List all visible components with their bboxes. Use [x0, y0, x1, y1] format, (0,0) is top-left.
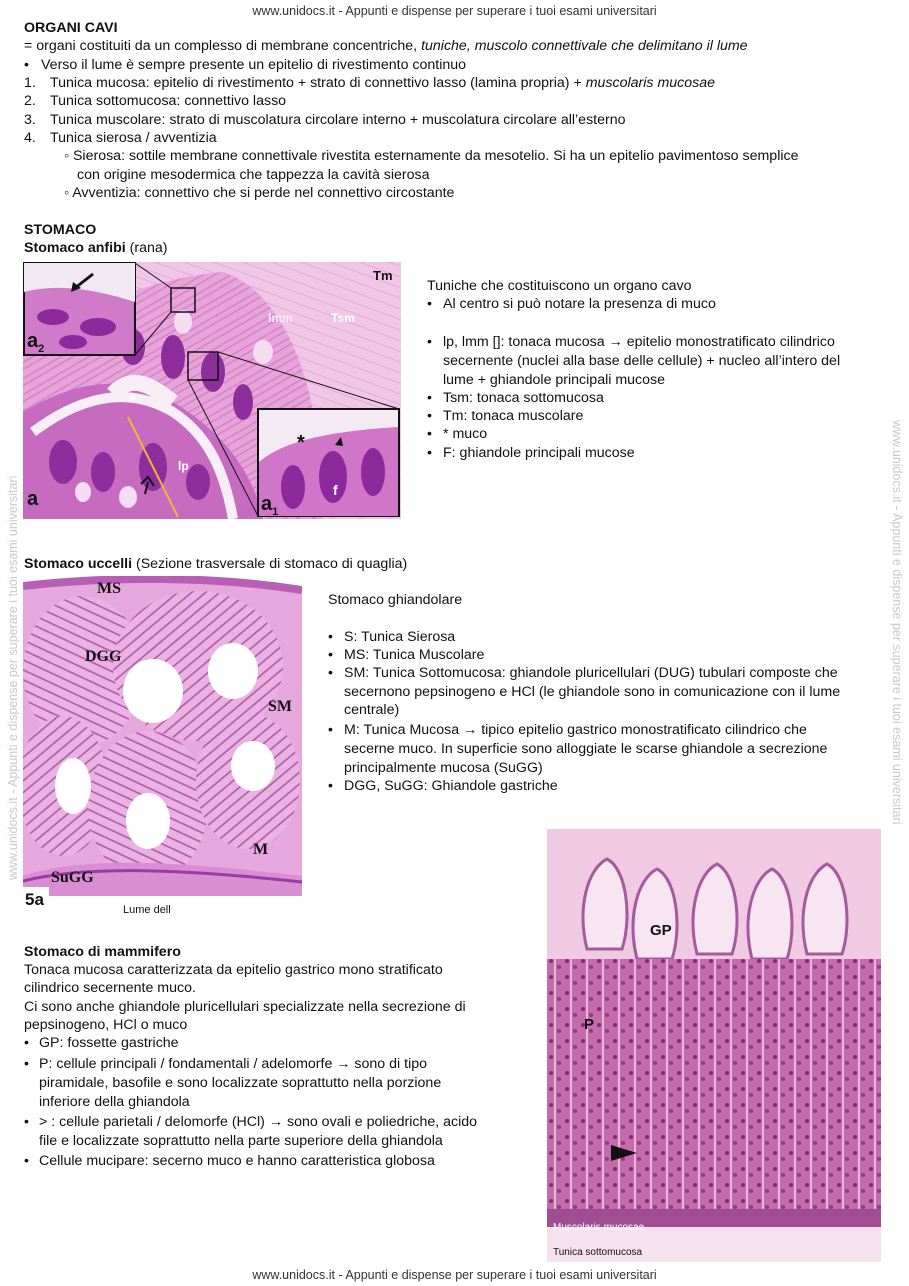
subtitle-anfibi: Stomaco anfibi (rana) [24, 240, 168, 256]
label-a: a [27, 488, 39, 510]
anfibi-item-muco: • Al centro si può notare la presenza di muco [427, 296, 716, 312]
uccelli-item-m-cont2: principalmente mucosa (SuGG) [344, 760, 543, 776]
mammifero-item-parietali: • > : cellule parietali / delomorfe (HCl) → sono ovali e poliedriche, acido [24, 1114, 478, 1130]
list-item-4: 4. Tunica sierosa / avventizia [24, 130, 217, 146]
mammifero-item-p-cont2: inferiore della ghiandola [39, 1094, 190, 1110]
mammifero-item-mucipare: • Cellule mucipare: secerno muco e hanno caratteristica globosa [24, 1153, 435, 1169]
sub-item-sierosa: ◦ Sierosa: sottile membrane connettivale rivestita esternamente da mesotelio. Si ha un epitelio pavimentoso semplice [64, 148, 799, 164]
label-tm: Tm [373, 268, 393, 283]
uccelli-item-dgg: • DGG, SuGG: Ghiandole gastriche [328, 778, 558, 794]
micrograph-quail-stomach [23, 576, 302, 919]
label-f: f [333, 482, 338, 498]
list-item-1: 1. Tunica mucosa: epitelio di rivestimento + strato di connettivo lasso (lamina propria) + muscolaris mucosae [24, 75, 716, 91]
micrograph-mammal-stomach [547, 829, 881, 1262]
uccelli-item-m-cont1: secerne muco. In superficie sono alloggiate le scarse ghiandole a secrezione [344, 741, 828, 757]
micrograph-frog-stomach [23, 262, 401, 519]
mammifero-line-1: Tonaca mucosa caratterizzata da epitelio gastrico mono stratificato [24, 962, 443, 978]
label-lume: Lume dell [123, 904, 171, 916]
uccelli-intro: Stomaco ghiandolare [328, 592, 463, 608]
subtitle-uccelli: Stomaco uccelli (Sezione trasversale di stomaco di quaglia) [24, 556, 408, 572]
list-item-3: 3. Tunica muscolare: strato di muscolatura circolare interno + muscolatura circolare all’esterno [24, 112, 626, 128]
anfibi-item-mucosa: • lp, lmm []: tonaca mucosa → epitelio monostratificato cilindrico [427, 334, 835, 350]
watermark-side-left: www.unidocs.it - Appunti e dispense per superare i tuoi esami universitari [6, 475, 20, 880]
uccelli-item-ms: • MS: Tunica Muscolare [328, 647, 485, 663]
mammifero-item-parietali-cont: file e localizzate soprattutto nella parte superiore della ghiandola [39, 1133, 443, 1149]
organi-cavi-definition: = organi costituiti da un complesso di membrane concentriche, tuniche, muscolo connettivale che delimitano il lume [24, 38, 748, 54]
label-ms: MS [97, 580, 121, 597]
label-a1: $a_1$ [261, 493, 279, 518]
label-sugg: SuGG [51, 869, 94, 886]
section-title-organi-cavi: ORGANI CAVI [24, 20, 118, 36]
anfibi-intro: Tuniche che costituiscono un organo cavo [427, 278, 692, 294]
uccelli-item-s: • S: Tunica Sierosa [328, 629, 456, 645]
label-fig-5a: 5a [25, 890, 44, 909]
watermark-footer: www.unidocs.it - Appunti e dispense per superare i tuoi esami universitari [252, 1268, 657, 1282]
label-p: P [584, 1016, 595, 1033]
label-star: * [129, 391, 137, 411]
label-star-inset: * [297, 432, 305, 454]
label-tsm: Tsm [331, 311, 355, 325]
mammifero-line-2: cilindrico secernente muco. [24, 980, 196, 996]
label-a2: $a_2$ [27, 330, 45, 355]
label-m: M [253, 841, 269, 858]
section-title-stomaco: STOMACO [24, 222, 97, 238]
anfibi-item-tm: • Tm: tonaca muscolare [427, 408, 584, 424]
label-lmm: lmm [268, 311, 293, 325]
anfibi-item-star: • * muco [427, 426, 488, 442]
mammifero-item-p: • P: cellule principali / fondamentali / adelomorfe → sono di tipo [24, 1056, 428, 1072]
watermark-header: www.unidocs.it - Appunti e dispense per superare i tuoi esami universitari [252, 4, 657, 18]
anfibi-item-mucosa-cont2: lume + ghiandole principali mucose [443, 372, 666, 388]
anfibi-item-tsm: • Tsm: tonaca sottomucosa [427, 390, 604, 406]
label-tunica-sottomucosa: Tunica sottomucosa [553, 1247, 643, 1258]
mammifero-item-p-cont1: piramidale, basofile e sono localizzate soprattutto nella porzione [39, 1075, 442, 1091]
sub-item-avventizia: ◦ Avventizia: connettivo che si perde nel connettivo circostante [64, 185, 455, 201]
uccelli-item-sm-cont1: secernono pepsinogeno e HCl (le ghiandole sono in comunicazione con il lume [344, 684, 841, 700]
label-sm: SM [268, 698, 292, 715]
sub-item-sierosa-cont: con origine mesodermica che tappezza la cavità sierosa [77, 167, 430, 183]
anfibi-item-f: • F: ghiandole principali mucose [427, 445, 635, 461]
watermark-side-right: www.unidocs.it - Appunti e dispense per superare i tuoi esami universitari [890, 420, 904, 825]
mammifero-line-4: pepsinogeno, HCl o muco [24, 1017, 188, 1033]
mammifero-item-gp: • GP: fossette gastriche [24, 1035, 179, 1051]
organi-cavi-lume-bullet: • Verso il lume è sempre presente un epitelio di rivestimento continuo [24, 57, 467, 73]
uccelli-item-sm-cont2: centrale) [344, 702, 400, 718]
uccelli-item-sm: • SM: Tunica Sottomucosa: ghiandole pluricellulari (DUG) tubulari composte che [328, 665, 838, 681]
label-gp: GP [650, 922, 672, 939]
label-dgg: DGG [85, 648, 122, 665]
mammifero-line-3: Ci sono anche ghiandole pluricellulari specializzate nella secrezione di [24, 999, 466, 1015]
label-muscolaris-mucosae: Muscolaris mucosae [553, 1222, 645, 1233]
subtitle-mammifero: Stomaco di mammifero [24, 944, 181, 960]
list-item-2: 2. Tunica sottomucosa: connettivo lasso [24, 93, 287, 109]
anfibi-item-mucosa-cont1: secernente (nuclei alla base delle cellule) + nucleo all’intero del [443, 353, 841, 369]
label-lp: lp [178, 459, 189, 473]
uccelli-item-m: • M: Tunica Mucosa → tipico epitelio gastrico monostratificato cilindrico che [328, 722, 807, 738]
